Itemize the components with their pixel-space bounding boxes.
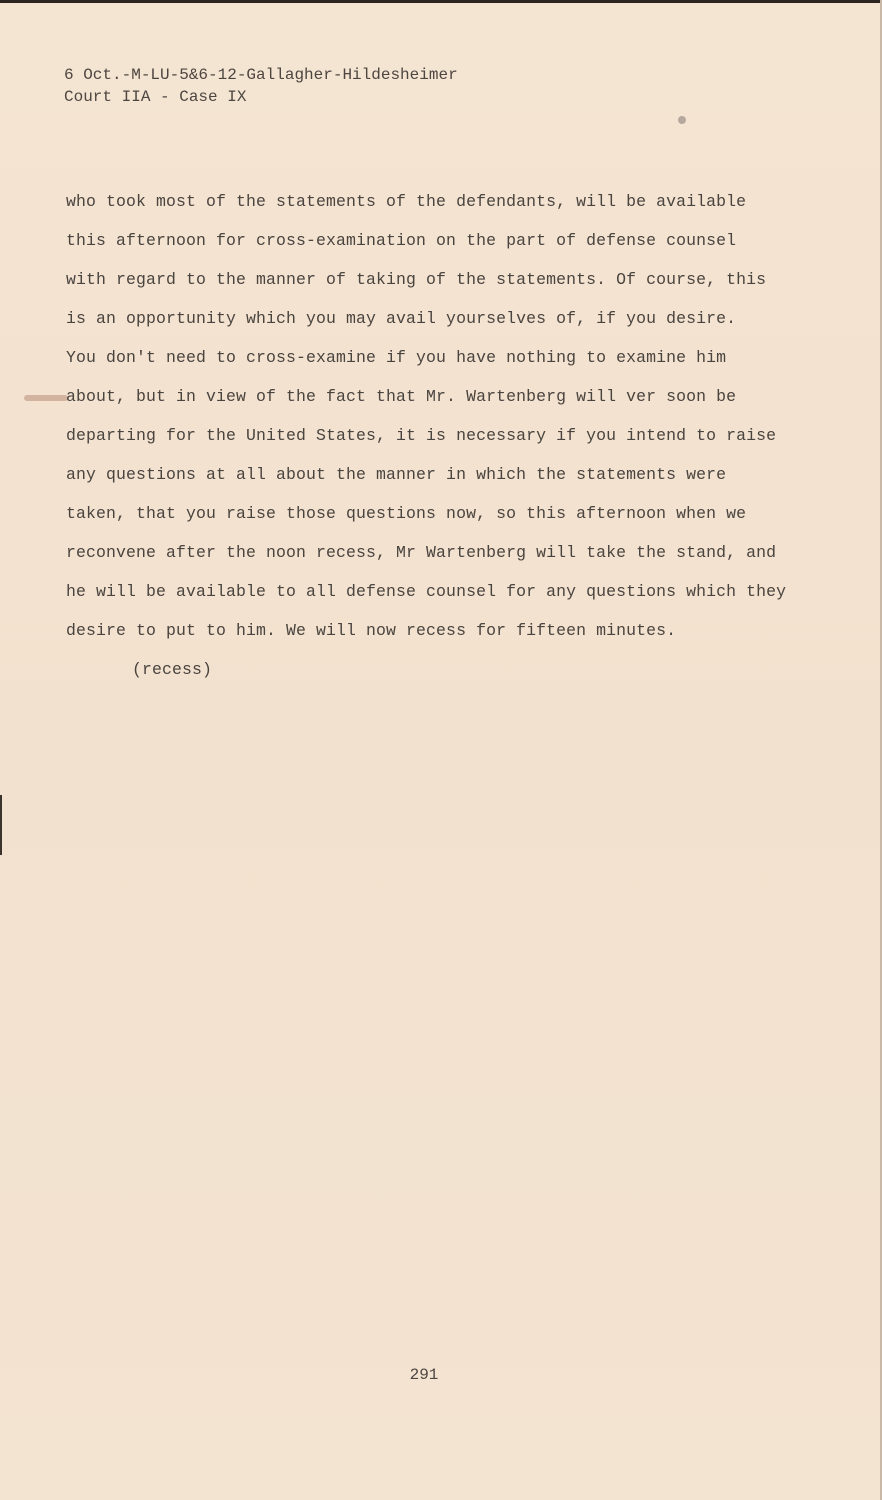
body-line: about, but in view of the fact that Mr. Wartenberg will ver soon be	[66, 387, 737, 406]
body-line: reconvene after the noon recess, Mr Wartenberg will take the stand, and	[66, 543, 777, 562]
body-line: this afternoon for cross-examination on the part of defense counsel	[66, 231, 737, 250]
header-line-2: Court IIA - Case IX	[64, 88, 247, 106]
page-number: 291	[409, 1366, 439, 1384]
paper-smudge	[24, 395, 68, 401]
body-line: desire to put to him. We will now recess for fifteen minutes.	[66, 621, 677, 640]
body-line: departing for the United States, it is necessary if you intend to raise	[66, 426, 777, 445]
body-line: any questions at all about the manner in which the statements were	[66, 465, 727, 484]
page-left-edge-mark	[0, 795, 2, 855]
body-line: he will be available to all defense counsel for any questions which they	[66, 582, 787, 601]
header-line-1: 6 Oct.-M-LU-5&6-12-Gallagher-Hildesheimer	[64, 66, 458, 84]
document-header	[64, 64, 458, 108]
body-line: You don't need to cross-examine if you have nothing to examine him	[66, 348, 727, 367]
body-line: who took most of the statements of the defendants, will be available	[66, 192, 747, 211]
page-top-edge	[0, 0, 882, 3]
body-line: is an opportunity which you may avail yourselves of, if you desire.	[66, 309, 737, 328]
body-line: taken, that you raise those questions now, so this afternoon when we	[66, 504, 747, 523]
transcript-body	[66, 182, 786, 689]
body-line: with regard to the manner of taking of the statements. Of course, this	[66, 270, 767, 289]
recess-note: (recess)	[132, 660, 213, 679]
paper-speck	[678, 116, 686, 124]
